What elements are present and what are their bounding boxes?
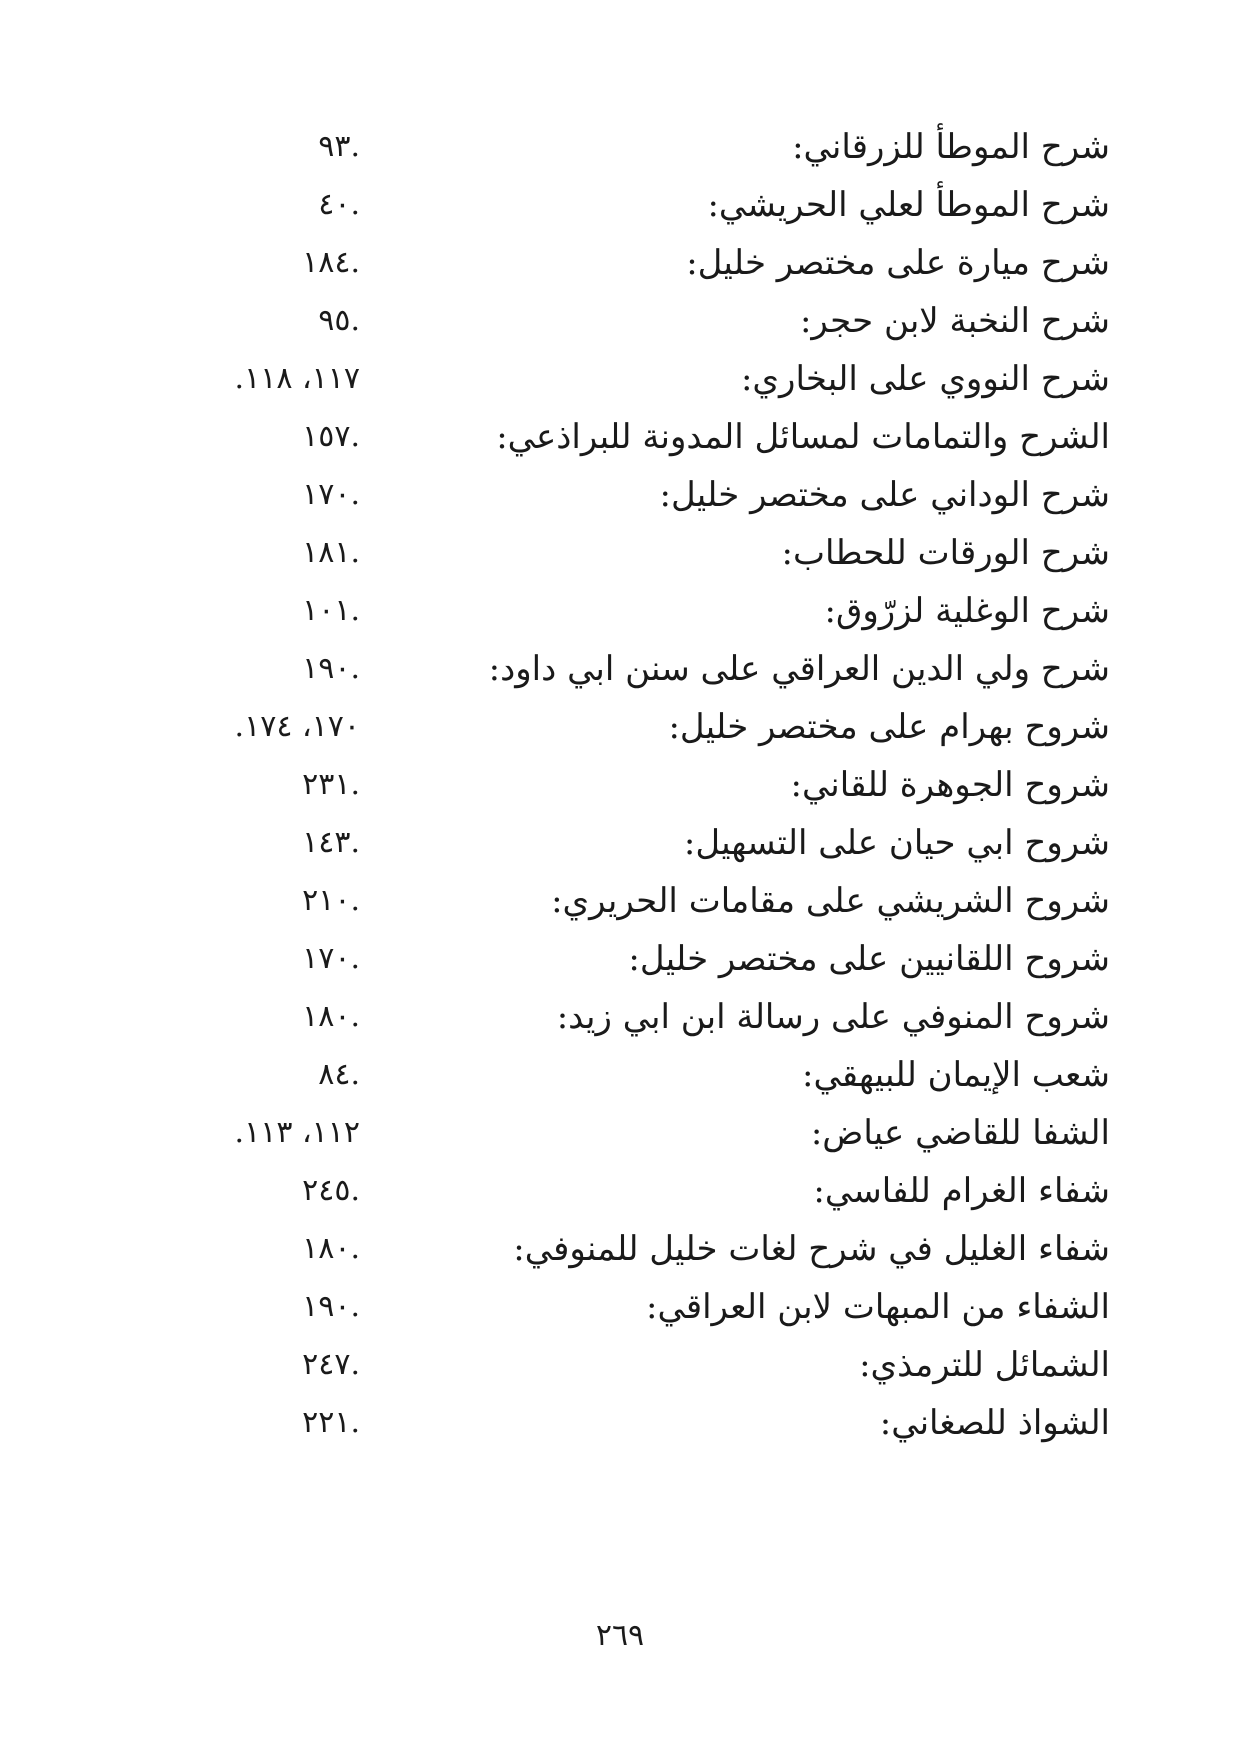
index-entry [150, 292, 1110, 350]
entry-pages: .٢١٠ [302, 883, 360, 918]
entry-title: شفاء الغرام للفاسي: [813, 1171, 1110, 1211]
entry-title: شرح الموطأ لعلي الحريشي: [707, 185, 1110, 225]
entry-title: الشواذ للصغاني: [879, 1403, 1110, 1443]
index-entry [150, 1162, 1110, 1220]
index-entry [150, 1394, 1110, 1452]
entry-pages: .٩٥ [318, 303, 360, 338]
index-entry [150, 988, 1110, 1046]
entry-title: شرح ولي الدين العراقي على سنن ابي داود: [488, 649, 1110, 689]
entry-title: شروح اللقانيين على مختصر خليل: [628, 939, 1110, 979]
entry-title: الشفاء من المبهات لابن العراقي: [646, 1287, 1110, 1327]
index-entry [150, 524, 1110, 582]
entry-pages: .١٧٠ [302, 477, 360, 512]
entry-title: شرح ميارة على مختصر خليل: [686, 243, 1110, 283]
index-entry [150, 872, 1110, 930]
index-entry [150, 118, 1110, 176]
entry-pages: .١٠١ [302, 593, 360, 628]
index-entry [150, 176, 1110, 234]
index-entry [150, 930, 1110, 988]
entry-title: شفاء الغليل في شرح لغات خليل للمنوفي: [513, 1229, 1110, 1269]
entry-title: شروح بهرام على مختصر خليل: [668, 707, 1110, 747]
entry-title: الشمائل للترمذي: [859, 1345, 1110, 1385]
index-entry [150, 756, 1110, 814]
index-entry [150, 466, 1110, 524]
entry-pages: .٤٠ [318, 187, 360, 222]
entry-pages: .٢٤٥ [302, 1173, 360, 1208]
entry-title: شروح المنوفي على رسالة ابن ابي زيد: [556, 997, 1110, 1037]
index-entry [150, 1046, 1110, 1104]
entry-pages: .١٨٠ [302, 999, 360, 1034]
entry-pages: .٨٤ [318, 1057, 360, 1092]
entry-title: شرح النووي على البخاري: [740, 359, 1110, 399]
entry-title: شرح الوغلية لزرّوق: [824, 591, 1110, 631]
index-entry [150, 350, 1110, 408]
index-entry [150, 1220, 1110, 1278]
entry-pages: .٢٣١ [302, 767, 360, 802]
index-entry [150, 582, 1110, 640]
entry-title: شروح الجوهرة للقاني: [790, 765, 1110, 805]
entry-pages: .١٧٠ [302, 941, 360, 976]
entry-title: الشفا للقاضي عياض: [810, 1113, 1110, 1153]
entry-title: شرح الموطأ للزرقاني: [792, 127, 1110, 167]
index-entry [150, 640, 1110, 698]
entry-pages: .١٥٧ [302, 419, 360, 454]
entry-pages: .٢٤٧ [302, 1347, 360, 1382]
entry-pages: .١٨٠ [302, 1231, 360, 1266]
entry-pages: .٢٢١ [302, 1405, 360, 1440]
page-number: ٢٦٩ [595, 1618, 645, 1653]
index-entry [150, 234, 1110, 292]
entry-title: شعب الإيمان للبيهقي: [802, 1055, 1110, 1095]
index-entry [150, 698, 1110, 756]
entry-pages: ١٧٠، ١٧٤. [234, 709, 360, 744]
entry-title: شرح الوداني على مختصر خليل: [659, 475, 1110, 515]
index-entry [150, 408, 1110, 466]
index-entry [150, 1336, 1110, 1394]
entry-pages: .١٨٤ [302, 245, 360, 280]
entry-title: الشرح والتمامات لمسائل المدونة للبراذعي: [496, 417, 1110, 457]
entry-title: شروح الشريشي على مقامات الحريري: [551, 881, 1110, 921]
entry-pages: ١١٧، ١١٨. [234, 361, 360, 396]
entry-pages: ١١٢، ١١٣. [234, 1115, 360, 1150]
entry-title: شرح النخبة لابن حجر: [799, 301, 1110, 341]
entry-pages: .١٨١ [302, 535, 360, 570]
entry-pages: .١٩٠ [302, 651, 360, 686]
index-entry [150, 1278, 1110, 1336]
index-entry [150, 814, 1110, 872]
entry-title: شروح ابي حيان على التسهيل: [683, 823, 1110, 863]
entry-pages: .١٤٣ [302, 825, 360, 860]
entry-title: شرح الورقات للحطاب: [781, 533, 1110, 573]
index-entry [150, 1104, 1110, 1162]
index-list [150, 118, 1110, 1452]
entry-pages: .١٩٠ [302, 1289, 360, 1324]
entry-pages: .٩٣ [318, 129, 360, 164]
